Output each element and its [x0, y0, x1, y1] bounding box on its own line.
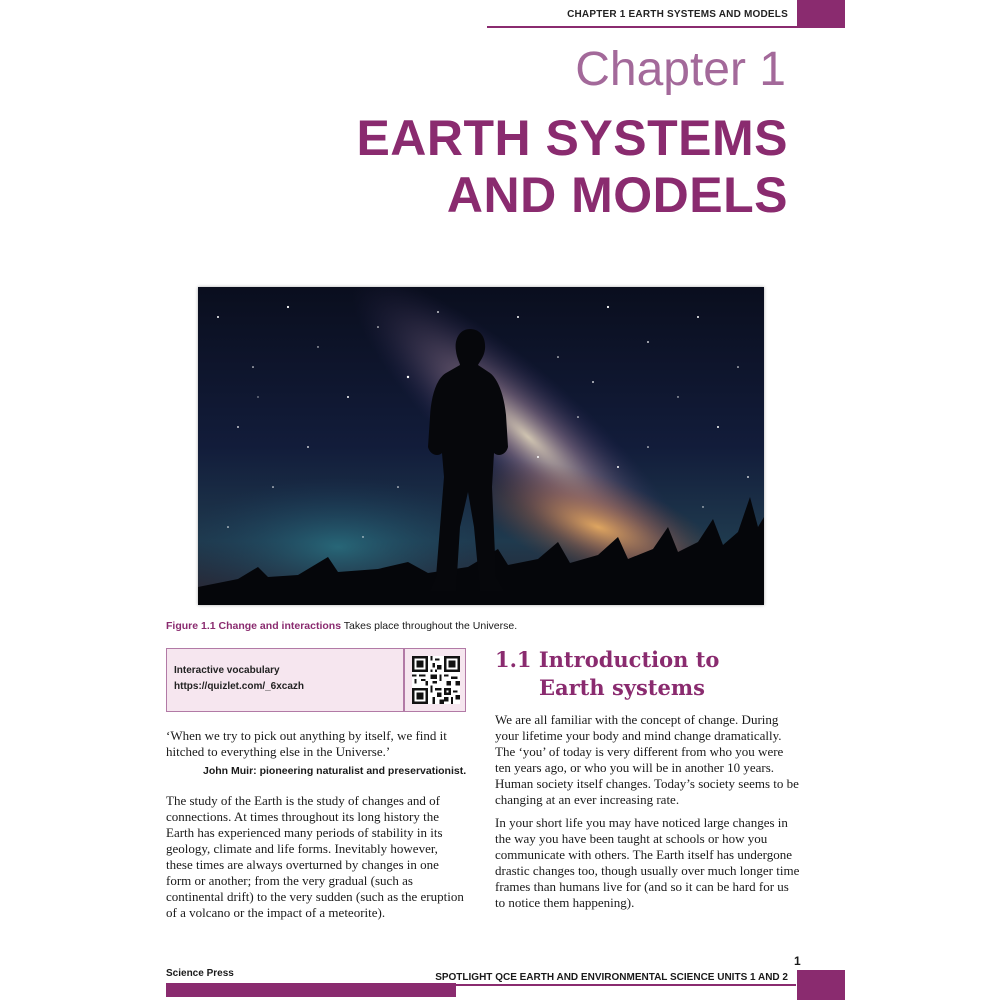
header-accent-block — [797, 0, 845, 28]
section-heading-line2: Earth systems — [539, 675, 705, 700]
intro-paragraph: The study of the Earth is the study of changes and of connections. At times throughout its long history the Earth has experienced many periods of stability in its geology, climate and life forms. Inevitably however, these times are always overturned by changes in one form or another; from the very gradual (such as continental drift) to the very sudden (such as the eruption of a volcano or the impact of a meteorite). — [166, 793, 464, 920]
chapter-title-line1: EARTH SYSTEMS — [356, 110, 788, 166]
figure-label: Figure 1.1 Change and interactions — [166, 620, 342, 632]
figure-caption — [166, 620, 517, 632]
epigraph-quote: ‘When we try to pick out anything by itself, we find it hitched to everything else in the Universe.’ — [166, 728, 447, 759]
section-paragraph-1: We are all familiar with the concept of change. During your lifetime your body and mind change dramatically. The ‘you’ of today is very different from who you were ten years ago, or who you will be in another 10 years. Human society itself changes. Today’s society seems to be changing at an ever increasing rate. — [495, 712, 799, 807]
qr-code-icon[interactable] — [412, 656, 460, 704]
footer-rule — [456, 984, 796, 986]
vocab-divider — [403, 649, 405, 711]
footer-accent-block — [797, 970, 845, 1000]
footer-book-title: SPOTLIGHT QCE EARTH AND ENVIRONMENTAL SCIENCE UNITS 1 AND 2 — [435, 972, 788, 983]
section-heading-line1: 1.1 Introduction to — [495, 647, 720, 672]
vocab-title: Interactive vocabulary — [174, 665, 280, 676]
running-header: CHAPTER 1 EARTH SYSTEMS AND MODELS — [567, 9, 788, 20]
footer-accent-bar — [166, 983, 456, 997]
figure-image-milky-way-silhouette — [198, 287, 764, 605]
section-paragraph-2: In your short life you may have noticed large changes in the way you have been taught at schools or how you communicate with others. The Earth itself has undergone drastic changes too, though usually over much longer time frames than humans live for (and so it can be hard for us to notice them happening). — [495, 815, 800, 910]
chapter-title — [188, 110, 788, 224]
header-rule — [487, 26, 797, 28]
vocab-link[interactable]: https://quizlet.com/_6xcazh — [174, 681, 305, 692]
interactive-vocabulary-box — [166, 648, 466, 712]
footer-publisher: Science Press — [166, 968, 234, 979]
section-heading — [495, 646, 719, 702]
epigraph-attribution: John Muir: pioneering naturalist and preservationist. — [203, 765, 467, 777]
page-number: 1 — [794, 954, 801, 968]
chapter-number: Chapter 1 — [575, 43, 786, 96]
figure-caption-text: Takes place throughout the Universe. — [341, 620, 518, 632]
chapter-title-line2: AND MODELS — [446, 167, 788, 223]
milky-way-illustration — [198, 287, 764, 605]
